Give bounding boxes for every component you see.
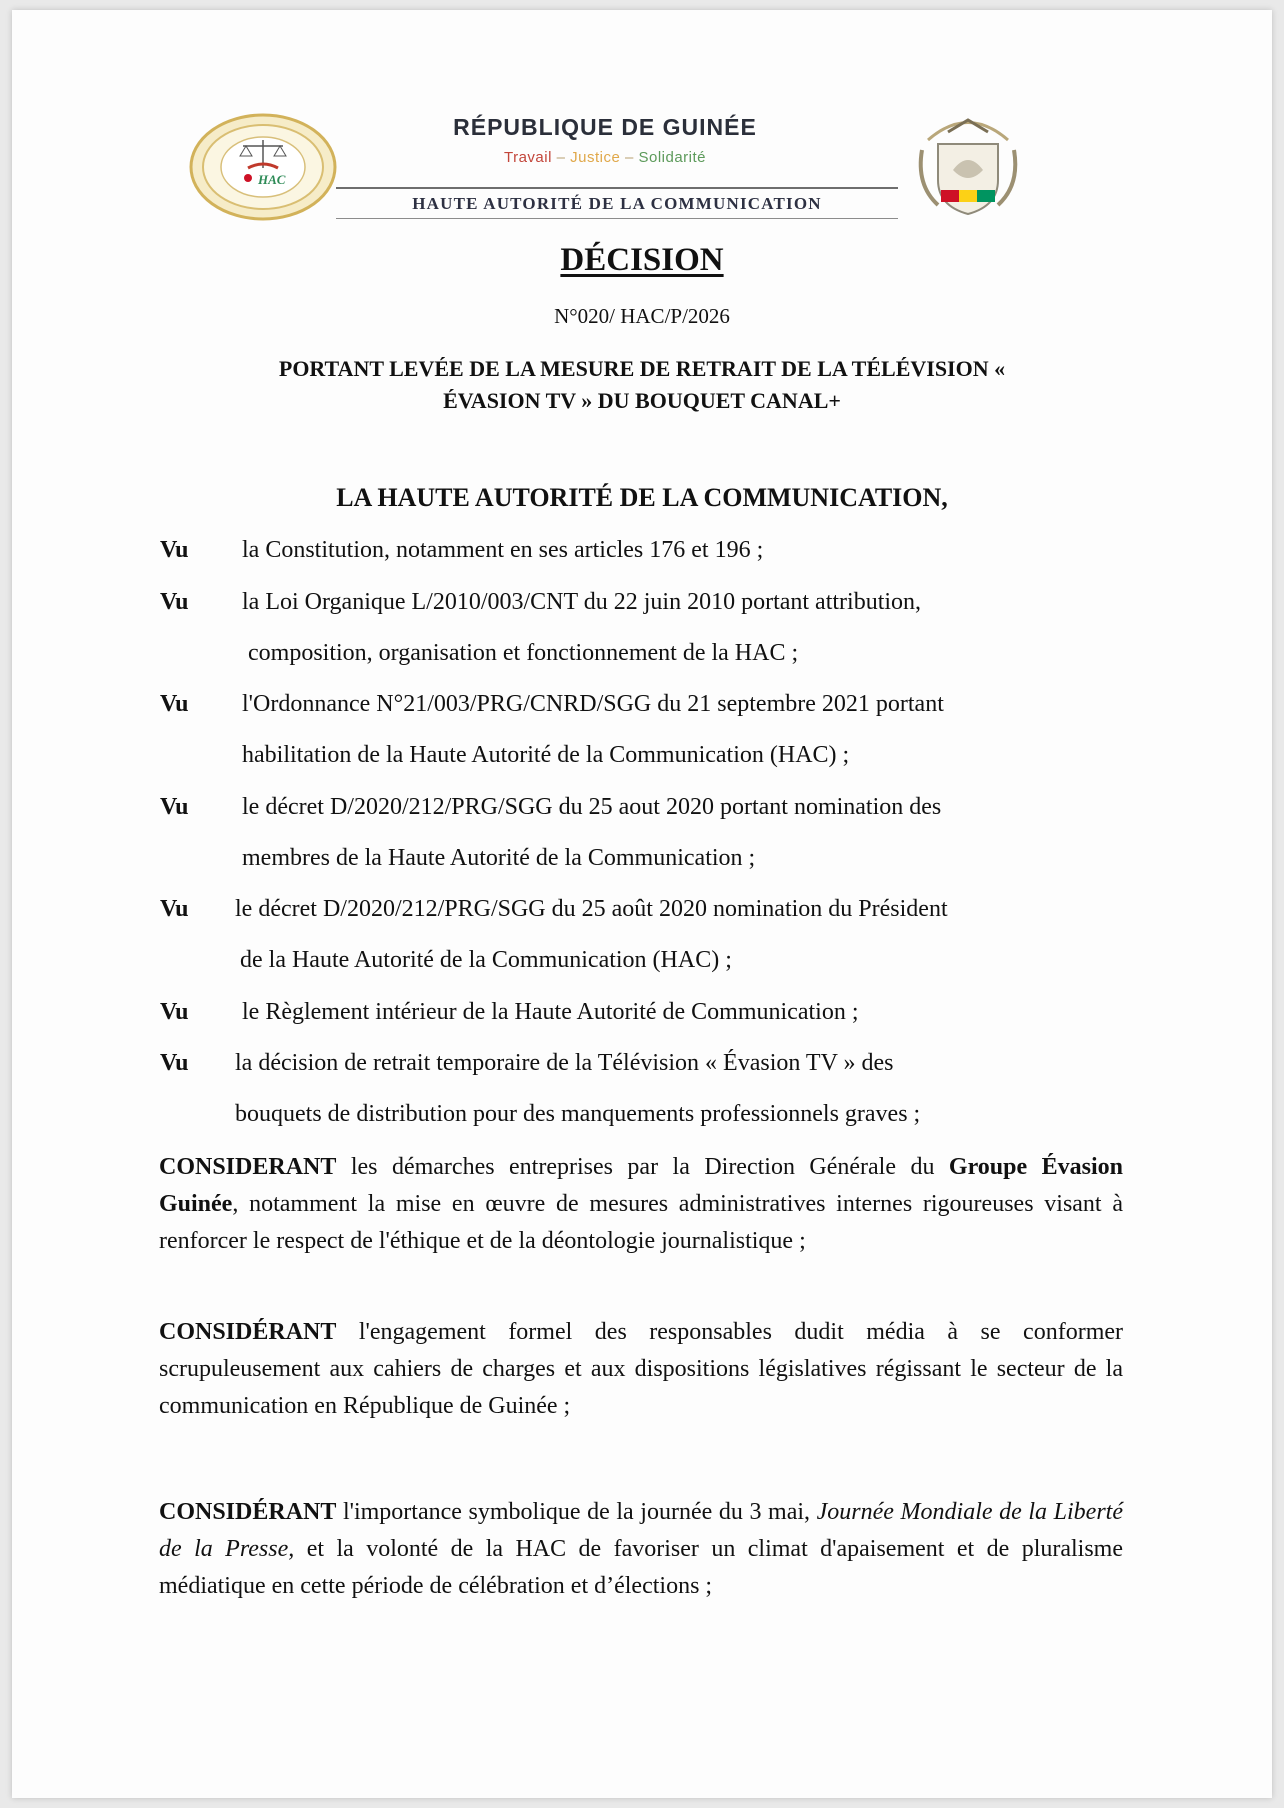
national-motto: Travail – Justice – Solidarité [503, 149, 707, 166]
hac-seal-logo [188, 112, 338, 222]
vu-text: membres de la Haute Autorité de la Communication ; [242, 845, 756, 871]
guinea-coat-of-arms [908, 110, 1028, 226]
vu-text: le Règlement intérieur de la Haute Autorité de Communication ; [242, 999, 859, 1025]
considerant-keyword: CONSIDÉRANT [159, 1499, 337, 1525]
considerant-keyword: CONSIDÉRANT [159, 1319, 337, 1345]
decision-number: N°020/ HAC/P/2026 [554, 304, 730, 328]
letterhead-divider [336, 187, 898, 189]
considerant-paragraph: CONSIDÉRANT l'importance symbolique de la journée du 3 mai, Journée Mondiale de la Liberté de la Presse, et la volonté de la HAC de favoriser un climat d'apaisement et de pluralisme médiatique en cette période de célébration et d’élections ; [159, 1499, 1124, 1599]
country-name: RÉPUBLIQUE DE GUINÉE [453, 114, 757, 140]
vu-text: l'Ordonnance N°21/003/PRG/CNRD/SGG du 21 septembre 2021 portant [242, 691, 944, 717]
considerant-paragraph: CONSIDERANT les démarches entreprises par la Direction Générale du Groupe Évasion Guinée, notamment la mise en œuvre de mesures administratives internes rigoureuses visant à renforcer le respect de l'éthique et de la déontologie journalistique ; [159, 1154, 1123, 1254]
vu-label: Vu [160, 1050, 189, 1076]
considerant-keyword: CONSIDERANT [159, 1154, 337, 1180]
letterhead-divider-bottom [336, 218, 898, 219]
vu-text: la Loi Organique L/2010/003/CNT du 22 juin 2010 portant attribution, [242, 589, 922, 615]
subject-line: PORTANT LEVÉE DE LA MESURE DE RETRAIT DE LA TÉLÉVISION « [278, 356, 1006, 381]
vu-text: la décision de retrait temporaire de la Télévision « Évasion TV » des [235, 1050, 894, 1076]
vu-label: Vu [160, 691, 189, 717]
press-day-name: Journée Mondiale de la Liberté de la Presse, [159, 1499, 1123, 1562]
vu-label: Vu [160, 896, 189, 922]
vu-text: de la Haute Autorité de la Communication (HAC) ; [240, 947, 732, 973]
considerant-paragraph: CONSIDÉRANT l'engagement formel des responsables dudit média à se conformer scrupuleusement aux cahiers de charges et aux dispositions législatives régissant le secteur de la communication en République de Guinée ; [159, 1319, 1123, 1419]
vu-text: le décret D/2020/212/PRG/SGG du 25 aout 2020 portant nomination des [242, 794, 942, 820]
vu-label: Vu [160, 794, 189, 820]
vu-text: le décret D/2020/212/PRG/SGG du 25 août 2020 nomination du Président [235, 896, 948, 922]
decision-title: DÉCISION [560, 242, 724, 278]
agency-name: HAUTE AUTORITÉ DE LA COMMUNICATION [412, 194, 822, 213]
vu-text: la Constitution, notamment en ses articles 176 et 196 ; [242, 537, 764, 563]
vu-text: habilitation de la Haute Autorité de la Communication (HAC) ; [242, 742, 850, 768]
hac-logo-text: HAC [258, 172, 286, 187]
decision-subject [160, 353, 1124, 417]
vu-label: Vu [160, 537, 189, 563]
group-name: Groupe Évasion Guinée [159, 1154, 1123, 1217]
vu-label: Vu [160, 999, 189, 1025]
vu-text: composition, organisation et fonctionnement de la HAC ; [248, 640, 799, 666]
vu-text: bouquets de distribution pour des manquements professionnels graves ; [235, 1101, 921, 1127]
subject-line: ÉVASION TV » DU BOUQUET CANAL+ [443, 388, 841, 413]
issuing-authority: LA HAUTE AUTORITÉ DE LA COMMUNICATION, [336, 483, 948, 512]
vu-label: Vu [160, 589, 189, 615]
